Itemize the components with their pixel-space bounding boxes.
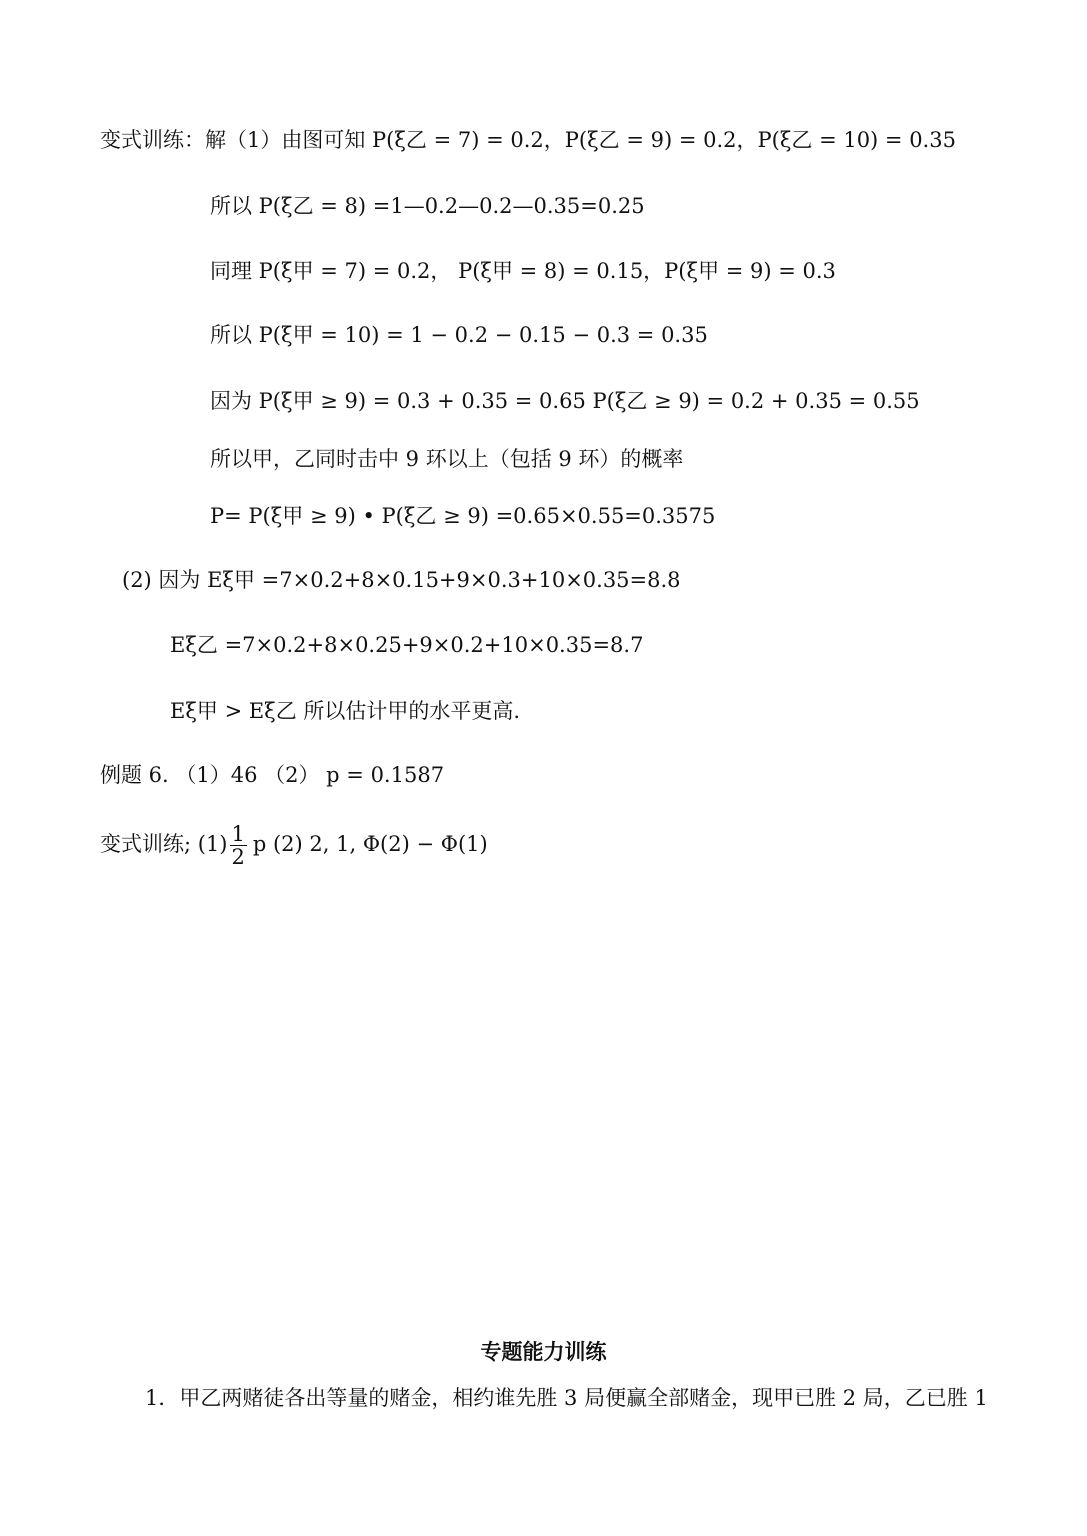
fraction-numerator: 1 — [231, 822, 245, 846]
part2-line1: (2) 因为 Eξ甲 =7×0.2+8×0.15+9×0.3+10×0.35=8.8 — [122, 568, 681, 592]
part2-line3: Eξ甲 > Eξ乙 所以估计甲的水平更高. — [170, 699, 521, 723]
section-title: 专题能力训练 — [480, 1339, 607, 1364]
variant1-line2: 所以 P(ξ乙 = 8) =1—0.2—0.2—0.35=0.25 — [210, 194, 645, 218]
example6-answer: 例题 6. （1）46 （2） p = 0.1587 — [100, 763, 445, 787]
fraction-denominator: 2 — [231, 845, 245, 869]
variant1-line5: 因为 P(ξ甲 ≥ 9) = 0.3 + 0.35 = 0.65 P(ξ乙 ≥ 9) = 0.2 + 0.35 = 0.55 — [210, 389, 920, 413]
question-1: 1．甲乙两赌徒各出等量的赌金，相约谁先胜 3 局便赢全部赌金，现甲已胜 2 局，乙已胜 1 — [145, 1386, 988, 1410]
variant1-line4: 所以 P(ξ甲 = 10) = 1 − 0.2 − 0.15 − 0.3 = 0.35 — [210, 323, 708, 347]
variant1-line1: 变式训练：解（1）由图可知 P(ξ乙 = 7) = 0.2，P(ξ乙 = 9) = 0.2，P(ξ乙 = 10) = 0.35 — [100, 128, 956, 152]
variant1-line7: P= P(ξ甲 ≥ 9) • P(ξ乙 ≥ 9) =0.65×0.55=0.3575 — [210, 504, 716, 528]
variant2-rest: p (2) 2, 1, Φ(2) − Φ(1) — [252, 832, 488, 856]
variant1-line6: 所以甲，乙同时击中 9 环以上（包括 9 环）的概率 — [210, 447, 684, 471]
fraction — [230, 823, 247, 868]
part2-line2: Eξ乙 =7×0.2+8×0.25+9×0.2+10×0.35=8.7 — [170, 633, 644, 657]
variant2-prefix: 变式训练; (1) — [100, 832, 228, 856]
variant1-line3: 同理 P(ξ甲 = 7) = 0.2， P(ξ甲 = 8) = 0.15，P(ξ甲 = 9) = 0.3 — [210, 259, 836, 283]
variant2-line — [100, 820, 488, 868]
